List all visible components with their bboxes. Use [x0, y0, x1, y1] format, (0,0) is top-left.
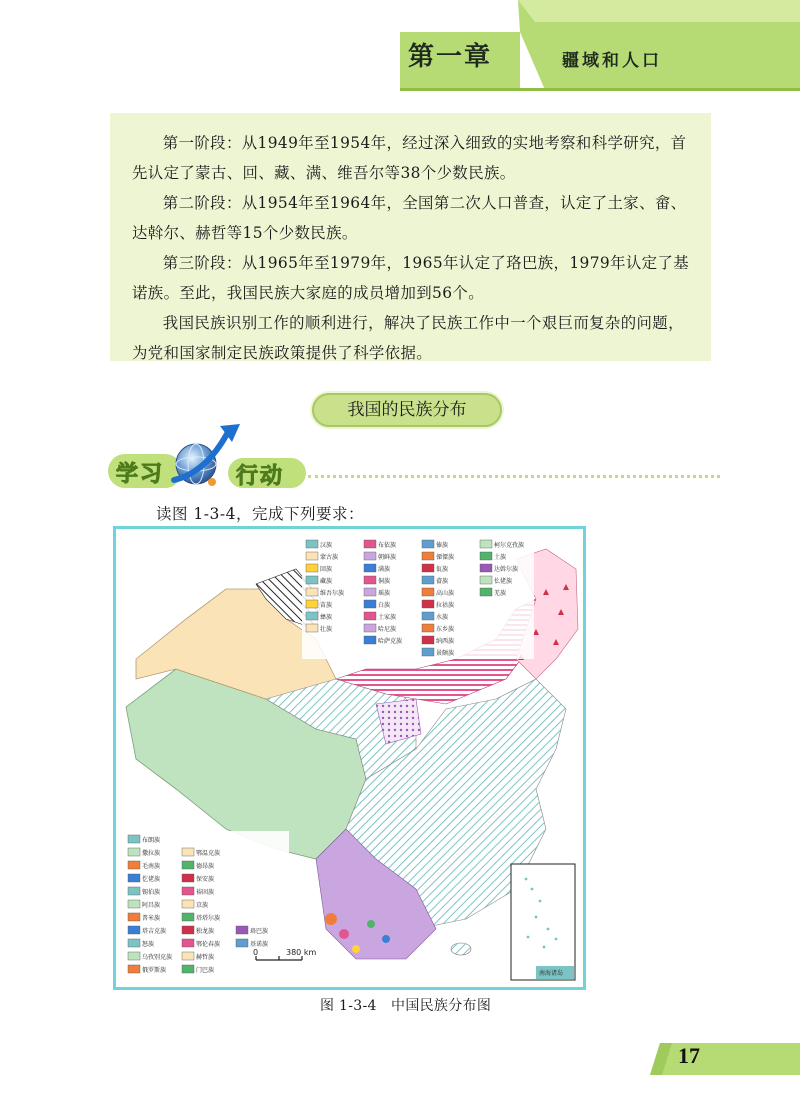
legend-bottom-swatch [128, 913, 140, 921]
legend-bottom-label: 裕固族 [196, 889, 215, 896]
legend-bottom-label: 基诺族 [250, 941, 269, 948]
legend-top-label: 苗族 [320, 602, 333, 609]
legend-top-swatch [422, 648, 434, 656]
footer-band [640, 1035, 800, 1075]
legend-bottom-swatch [128, 939, 140, 947]
legend-top-swatch [422, 564, 434, 572]
inset-label: 南海诸岛 [539, 970, 564, 977]
figure-caption: 图 1-3-4 中国民族分布图 [320, 998, 492, 1014]
legend-top-label: 满族 [378, 566, 391, 573]
legend-top-label: 藏族 [320, 578, 333, 585]
legend-top-label: 景颇族 [436, 650, 455, 657]
legend-bottom-swatch [182, 965, 194, 973]
legend-top-swatch [480, 552, 492, 560]
legend-bottom-swatch [182, 887, 194, 895]
legend-bottom-swatch [182, 861, 194, 869]
legend-top-swatch [306, 540, 318, 548]
legend-top-swatch [422, 624, 434, 632]
legend-top-label: 水族 [436, 614, 449, 621]
legend-top-label: 彝族 [320, 614, 333, 621]
legend-bottom-label: 独龙族 [196, 928, 215, 935]
legend-top-swatch [480, 540, 492, 548]
legend-top-swatch [422, 552, 434, 560]
legend-top-label: 布依族 [378, 542, 397, 549]
legend-bottom-swatch [128, 887, 140, 895]
activity-instruction: 读图 1-3-4，完成下列要求： [156, 505, 364, 523]
banner-label-action: 行动 [236, 464, 285, 489]
scale-start: 0 [253, 948, 259, 957]
legend-top-swatch [364, 564, 376, 572]
legend-top-label: 汉族 [320, 542, 333, 549]
legend-bottom-label: 鄂温克族 [196, 850, 221, 857]
paragraph-stage-3: 第三阶段：从1965年至1979年，1965年认定了珞巴族，1979年认定了基诺族。至此，我国民族大家庭的成员增加到56个。 [132, 254, 690, 302]
legend-bottom-swatch [182, 874, 194, 882]
legend-bottom-swatch [236, 939, 248, 947]
legend-top-label: 白族 [378, 602, 391, 609]
legend-bottom-label: 京族 [196, 902, 209, 909]
header-band [0, 0, 800, 110]
legend-bottom-swatch [128, 835, 140, 843]
legend-top-swatch [364, 600, 376, 608]
reading-box [110, 113, 711, 361]
legend-top-swatch [306, 600, 318, 608]
legend-bottom-label: 仡佬族 [142, 876, 161, 883]
legend-top-label: 朝鲜族 [378, 554, 397, 561]
legend-top-swatch [422, 576, 434, 584]
legend-bottom-label: 普米族 [142, 915, 161, 922]
legend-top-swatch [306, 588, 318, 596]
legend-top-swatch [306, 564, 318, 572]
legend-top-label: 仫佬族 [494, 578, 513, 585]
legend-top-label: 土族 [494, 554, 507, 561]
page-number: 17 [678, 1043, 700, 1068]
legend-top-swatch [422, 636, 434, 644]
chapter-number: 第一章 [408, 42, 493, 72]
legend-top [302, 537, 534, 659]
legend-top-label: 瑶族 [378, 590, 391, 597]
legend-bottom-label: 怒族 [142, 941, 155, 948]
legend-bottom-label: 布朗族 [142, 837, 161, 844]
legend-bottom-label: 赫哲族 [196, 954, 215, 961]
legend-top-label: 哈尼族 [378, 626, 397, 633]
legend-top-label: 纳西族 [436, 638, 455, 645]
legend-top-swatch [364, 636, 376, 644]
paragraph-conclusion: 我国民族识别工作的顺利进行，解决了民族工作中一个艰巨而复杂的问题，为党和国家制定民族政策提供了科学依据。 [132, 314, 684, 362]
legend-top-label: 东乡族 [436, 626, 455, 633]
legend-bottom-swatch [182, 848, 194, 856]
legend-bottom-label: 俄罗斯族 [142, 967, 167, 974]
legend-top-label: 土家族 [378, 614, 397, 621]
section-title: 我国的民族分布 [312, 393, 502, 427]
legend-bottom-swatch [128, 926, 140, 934]
legend-bottom-label: 门巴族 [196, 967, 215, 974]
legend-bottom-label: 保安族 [196, 876, 215, 883]
page-header [0, 0, 800, 110]
legend-top-label: 佤族 [436, 566, 449, 573]
south-china-sea-inset [511, 864, 575, 980]
legend-bottom-swatch [182, 900, 194, 908]
legend-top-swatch [364, 588, 376, 596]
legend-bottom-label: 毛南族 [142, 863, 161, 870]
legend-bottom-swatch [182, 926, 194, 934]
legend-bottom-swatch [128, 848, 140, 856]
legend-top-swatch [422, 540, 434, 548]
legend-top-swatch [364, 552, 376, 560]
legend-bottom-swatch [128, 900, 140, 908]
chapter-title: 疆域和人口 [562, 51, 662, 71]
legend-top-label: 傈僳族 [436, 554, 455, 561]
legend-top-swatch [306, 612, 318, 620]
legend-top-swatch [306, 624, 318, 632]
legend-top-swatch [480, 576, 492, 584]
legend-bottom-label: 乌孜别克族 [142, 954, 173, 961]
legend-bottom-label: 鄂伦春族 [196, 941, 221, 948]
legend-top-swatch [364, 576, 376, 584]
legend-top-swatch [306, 576, 318, 584]
legend-top-swatch [422, 588, 434, 596]
legend-top-label: 侗族 [378, 578, 391, 585]
legend-bottom-label: 撒拉族 [142, 850, 161, 857]
legend-top-label: 傣族 [436, 542, 449, 549]
legend-top-label: 达斡尔族 [494, 566, 519, 573]
legend-bottom-swatch [128, 965, 140, 973]
legend-top-label: 哈萨克族 [378, 638, 403, 645]
paragraph-stage-1: 第一阶段：从1949年至1954年，经过深入细致的实地考察和科学研究，首先认定了蒙古、回、藏、满、维吾尔等38个少数民族。 [132, 134, 687, 182]
legend-bottom-swatch [128, 861, 140, 869]
legend-bottom-swatch [128, 952, 140, 960]
legend-bottom-swatch [128, 874, 140, 882]
legend-top-label: 高山族 [436, 590, 455, 597]
legend-bottom [124, 831, 289, 979]
legend-top-label: 蒙古族 [320, 554, 339, 561]
legend-top-swatch [422, 600, 434, 608]
map-canvas [116, 529, 583, 987]
legend-top-label: 维吾尔族 [320, 590, 345, 597]
legend-top-swatch [364, 540, 376, 548]
ethnic-distribution-map [113, 526, 586, 990]
legend-bottom-label: 塔塔尔族 [196, 915, 221, 922]
legend-top-swatch [480, 588, 492, 596]
legend-bottom-swatch [236, 926, 248, 934]
legend-bottom-label: 德昂族 [196, 863, 215, 870]
legend-bottom-label: 锡伯族 [142, 889, 161, 896]
legend-top-label: 畲族 [436, 578, 449, 585]
legend-top-label: 柯尔克孜族 [494, 542, 525, 549]
paragraph-stage-2: 第二阶段：从1954年至1964年，全国第二次人口普查，认定了土家、畲、达斡尔、赫哲等15个少数民族。 [132, 194, 687, 242]
legend-bottom-label: 阿昌族 [142, 902, 161, 909]
legend-bottom-label: 珞巴族 [250, 928, 269, 935]
legend-bottom-swatch [182, 913, 194, 921]
dotted-rule [308, 475, 720, 478]
legend-top-swatch [364, 612, 376, 620]
legend-top-swatch [480, 564, 492, 572]
legend-top-label: 羌族 [494, 590, 507, 597]
legend-top-swatch [306, 552, 318, 560]
legend-bottom-swatch [182, 952, 194, 960]
legend-bottom-swatch [182, 939, 194, 947]
legend-top-swatch [422, 612, 434, 620]
legend-bottom-label: 塔吉克族 [142, 928, 167, 935]
legend-top-label: 回族 [320, 566, 333, 573]
legend-top-swatch [364, 624, 376, 632]
banner-label-study: 学习 [116, 462, 165, 487]
scale-end: 380 km [286, 948, 317, 957]
region-hainan [451, 943, 471, 955]
legend-top-label: 拉祜族 [436, 602, 455, 609]
legend-top-label: 壮族 [320, 626, 333, 633]
